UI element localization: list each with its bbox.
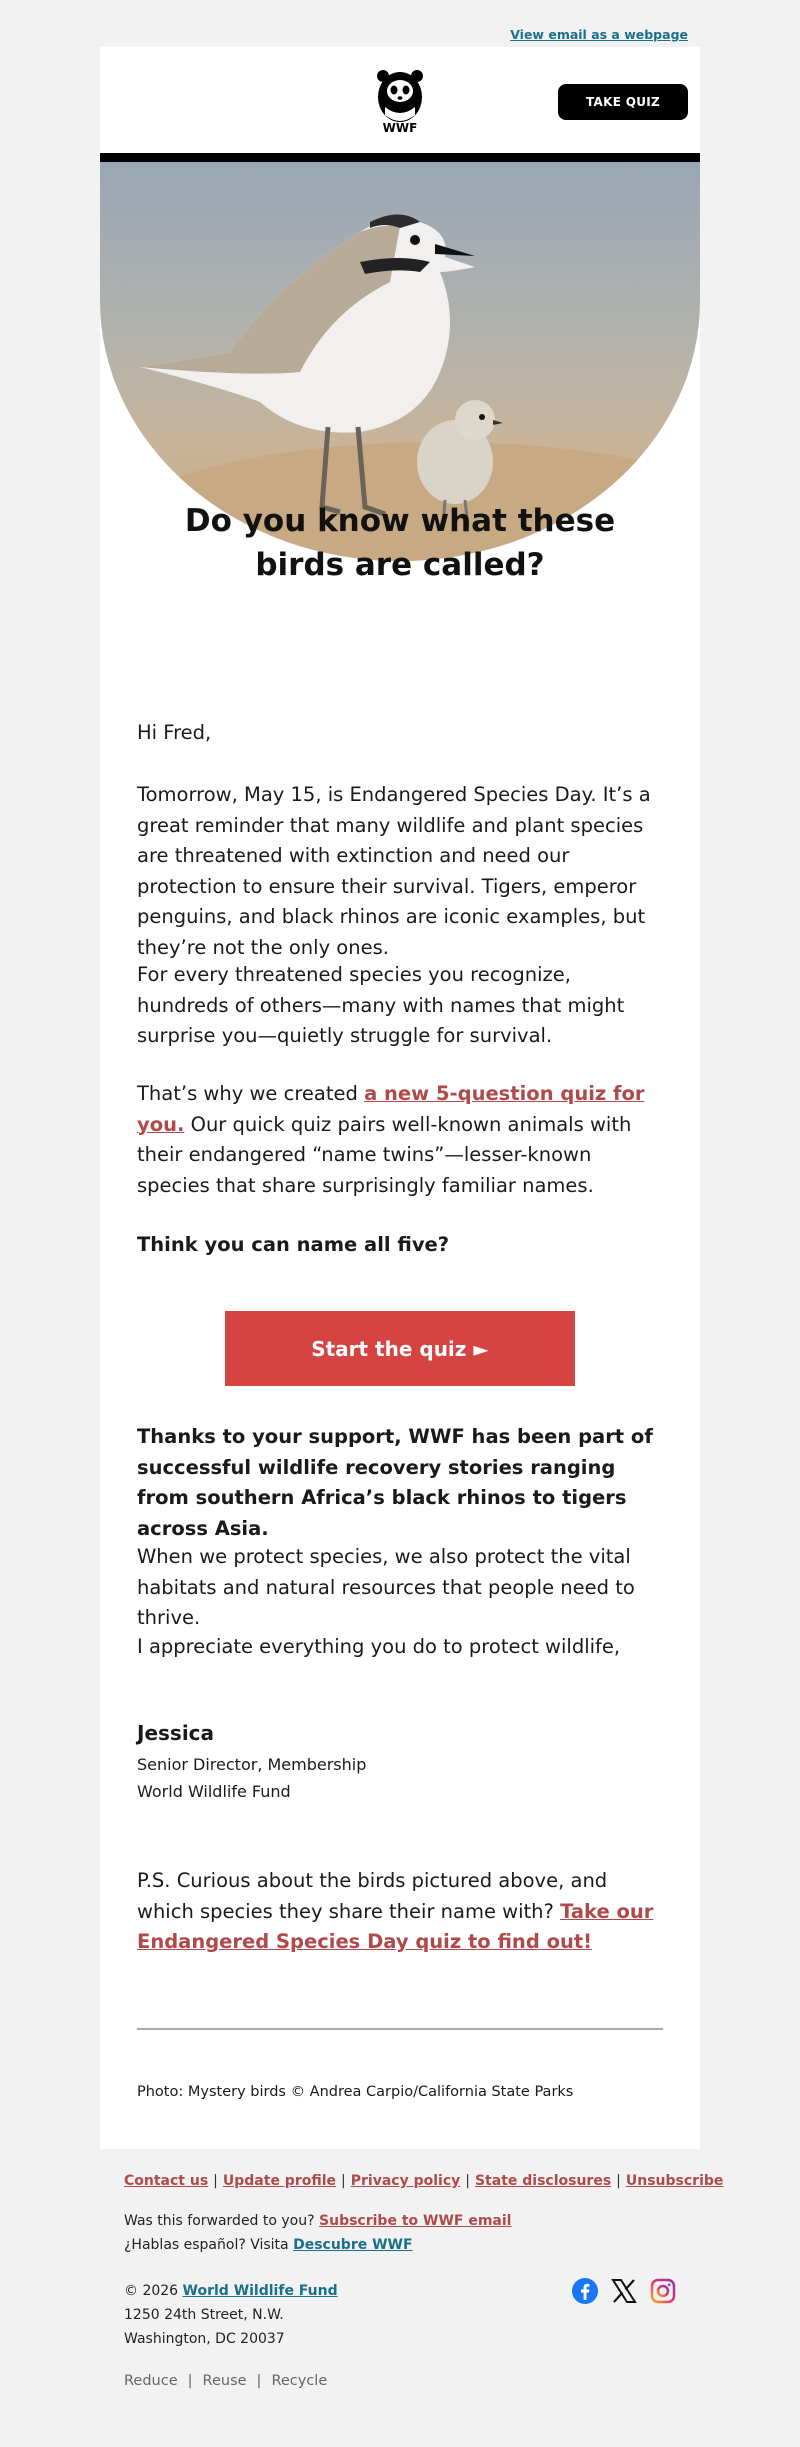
x-icon[interactable]	[610, 2277, 638, 2305]
take-quiz-button[interactable]: TAKE QUIZ	[558, 84, 688, 120]
signature-org: World Wildlife Fund	[137, 1782, 291, 1801]
instagram-icon[interactable]	[649, 2277, 677, 2305]
postscript-quiz-link[interactable]: Take our Endangered Species Day quiz to find out!	[137, 1899, 654, 1953]
address-line-1: 1250 24th Street, N.W.	[124, 2307, 284, 2323]
unsubscribe-link[interactable]: Unsubscribe	[625, 2173, 724, 2189]
greeting: Hi Fred,	[137, 721, 212, 744]
svg-text:WWF: WWF	[382, 121, 418, 135]
postscript	[137, 1866, 667, 1958]
postscript-text: P.S. Curious about the birds pictured above, and which species they share their name with?	[137, 1869, 608, 1923]
divider	[137, 2028, 663, 2030]
subscribe-link[interactable]: Subscribe to WWF email	[319, 2213, 512, 2229]
wwf-site-link[interactable]: World Wildlife Fund	[182, 2283, 338, 2299]
spanish-line: ¿Hablas español? Visita Descubre WWF	[124, 2237, 413, 2253]
paragraph-6: When we protect species, we also protect the vital habitats and natural resources that people need to thrive.	[137, 1545, 635, 1629]
photo-credit: Photo: Mystery birds © Andrea Carpio/California State Parks	[137, 2084, 574, 2100]
view-webpage-link[interactable]: View email as a webpage	[510, 27, 688, 42]
email-header	[100, 47, 700, 162]
facebook-icon[interactable]	[571, 2277, 599, 2305]
paragraph-3-start: That’s why we created	[137, 1082, 365, 1105]
start-quiz-button[interactable]: Start the quiz ►	[225, 1311, 575, 1386]
top-bar	[0, 0, 800, 46]
quiz-inline-link[interactable]: a new 5-question quiz for you.	[137, 1082, 645, 1136]
forwarded-line: Was this forwarded to you? Subscribe to WWF email	[124, 2213, 512, 2229]
paragraph-5: Thanks to your support, WWF has been part of successful wildlife recovery stories ranging from southern Africa’s black rhinos to tigers across Asia.	[137, 1425, 653, 1540]
wwf-logo[interactable]	[375, 69, 425, 135]
update-profile-link[interactable]: Update profile	[222, 2173, 337, 2189]
panda-icon	[375, 69, 425, 135]
signature-title: Senior Director, Membership	[137, 1755, 367, 1774]
privacy-policy-link[interactable]: Privacy policy	[350, 2173, 461, 2189]
eco-line: Reduce | Reuse | Recycle	[124, 2373, 328, 2389]
descubre-wwf-link[interactable]: Descubre WWF	[293, 2237, 413, 2253]
signature-name: Jessica	[137, 1721, 215, 1745]
paragraph-1: Tomorrow, May 15, is Endangered Species Day. It’s a great reminder that many wildlife and plant species are threatened with extinction and need our protection to ensure their survival. Tigers, emperor penguins, and black rhinos are iconic examples, but they’re not the only ones.	[137, 783, 651, 959]
copyright-line: © 2026 World Wildlife Fund	[124, 2283, 338, 2299]
address-line-2: Washington, DC 20037	[124, 2331, 285, 2347]
contact-us-link[interactable]: Contact us	[124, 2173, 209, 2189]
paragraph-3	[137, 1079, 667, 1201]
headline: Do you know what these birds are called?	[184, 503, 616, 583]
paragraph-3-end: Our quick quiz pairs well-known animals with their endangered “name twins”—lesser-known species that share surprisingly familiar names.	[137, 1112, 632, 1197]
footer-links: Contact us | Update profile | Privacy policy | State disclosures | Unsubscribe	[124, 2173, 724, 2189]
state-disclosures-link[interactable]: State disclosures	[474, 2173, 612, 2189]
paragraph-2: For every threatened species you recognize, hundreds of others—many with names that might surprise you—quietly struggle for survival.	[137, 963, 625, 1047]
paragraph-4: Think you can name all five?	[137, 1233, 450, 1256]
paragraph-7: I appreciate everything you do to protect wildlife,	[137, 1635, 621, 1658]
